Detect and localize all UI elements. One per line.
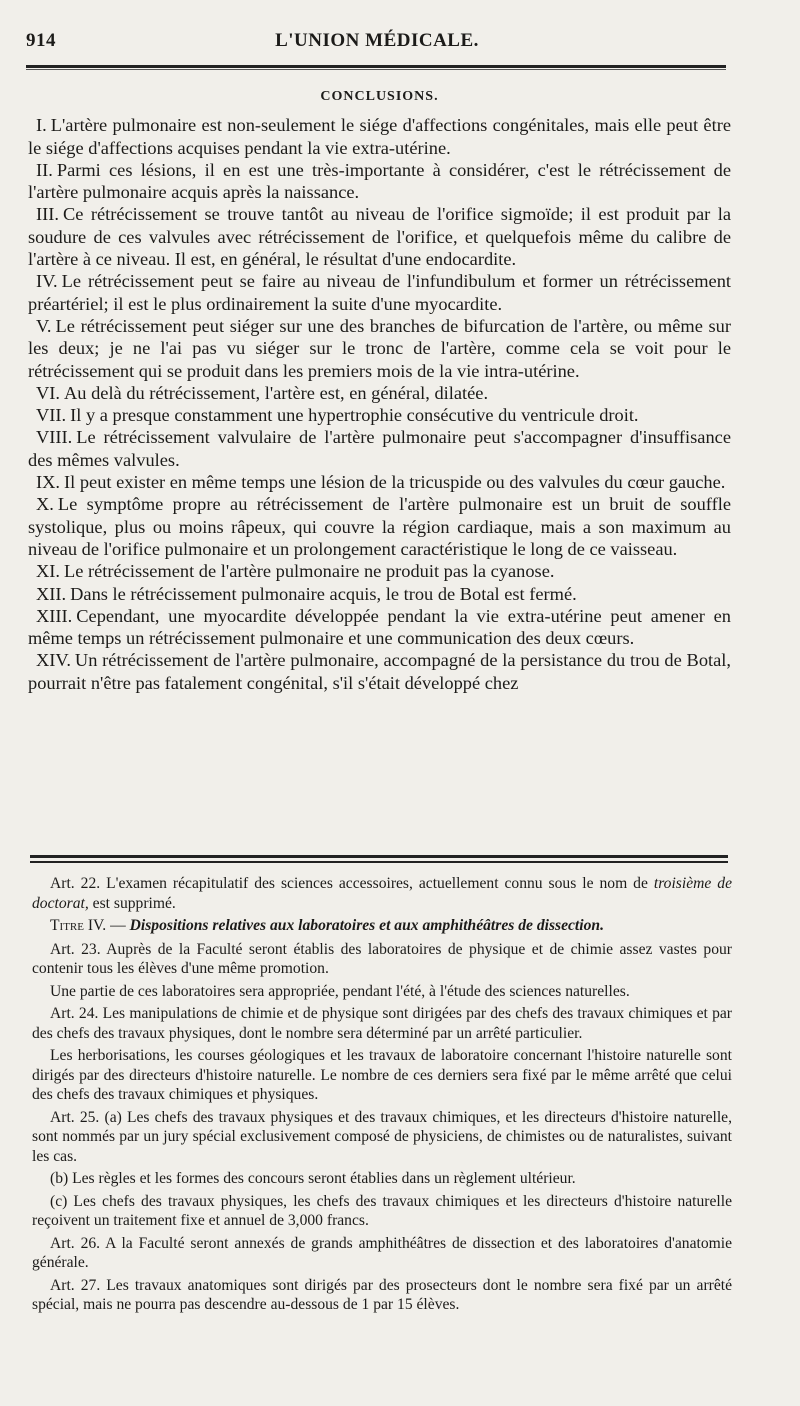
article-text: Les chefs des travaux physiques, les chefs des travaux chimiques et les directeurs d'histoire naturelle reçoivent un traitement fixe et annuel de 3,000 francs. xyxy=(32,1192,732,1229)
conclusion-item xyxy=(28,560,731,582)
conclusion-text: Le rétrécissement peut siéger sur une des branches de bifurcation de l'artère, ou même sur les deux; je ne l'ai pas vu siéger sur le tronc de l'artère, comme cela se voit pour le rétrécissement qui se produit dans les premiers mois de la vie intra-utérine. xyxy=(28,315,731,381)
article-23-paragraph-2 xyxy=(32,982,732,1002)
article-text: Les herborisations, les courses géologiques et les travaux de laboratoire concernant l'histoire naturelle sont dirigés par des directeurs d'histoire naturelle. Le nombre de ces derniers sera fixé par le même arrêté que celui des chefs des travaux chimiques et physiques. xyxy=(32,1047,732,1103)
article-subpoint-mark: (b) xyxy=(50,1170,69,1187)
conclusion-text: Dans le rétrécissement pulmonaire acquis, le trou de Botal est fermé. xyxy=(70,583,577,604)
conclusion-number: XI. xyxy=(36,561,61,582)
running-title: L'UNION MÉDICALE. xyxy=(275,30,479,51)
title-dash: — xyxy=(110,917,126,934)
conclusion-number: XIII. xyxy=(36,605,73,626)
conclusion-item xyxy=(28,114,731,159)
article-italic-term: troisième de doctorat, xyxy=(32,875,732,912)
conclusion-item xyxy=(28,649,731,694)
conclusion-text: Parmi ces lésions, il en est une très-importante à considérer, c'est le rétrécissement de l'artère pulmonaire acquis après la naissance. xyxy=(28,159,731,203)
conclusion-item xyxy=(28,315,731,382)
article-text: Les manipulations de chimie et de physique sont dirigées par des chefs des travaux chimiques et par des chefs des travaux physiques, dont le nombre sera déterminé par un arrêté particulier. xyxy=(32,1005,733,1042)
article-label: Art. 25. xyxy=(50,1108,100,1126)
article-24-paragraph-2 xyxy=(32,1046,732,1105)
article-text: Les travaux anatomiques sont dirigés par des prosecteurs dont le nombre sera fixé par un arrêté spécial, mais ne pourra pas descendre au-dessous de 1 par 15 élèves. xyxy=(32,1276,732,1313)
header-rule-thin xyxy=(26,69,726,70)
conclusion-text: Le rétrécissement de l'artère pulmonaire ne produit pas la cyanose. xyxy=(64,561,555,582)
article-25-c xyxy=(32,1192,732,1231)
conclusion-item xyxy=(28,605,731,650)
conclusion-number: XIV. xyxy=(36,650,71,671)
article-label: Art. 26. xyxy=(50,1234,101,1252)
article-subpoint-mark: (c) xyxy=(50,1192,68,1210)
conclusion-number: III. xyxy=(36,204,59,225)
conclusion-text: Le symptôme propre au rétrécissement de l'artère pulmonaire est un bruit de souffle systolique, plus ou moins râpeux, qui couvre la région cardiaque, mais a son maximum au niveau de l'orifice pulmonaire et un prolongement caractéristique le long de ce vaisseau. xyxy=(28,494,731,559)
conclusion-number: VII. xyxy=(36,405,67,426)
conclusion-number: VIII. xyxy=(36,427,73,448)
article-27 xyxy=(32,1276,732,1315)
page-number: 914 xyxy=(26,30,56,51)
section-separator xyxy=(30,855,728,858)
conclusion-item xyxy=(28,270,731,315)
conclusion-text: Au delà du rétrécissement, l'artère est, en général, dilatée. xyxy=(64,382,489,403)
conclusion-number: VI. xyxy=(36,382,61,403)
conclusion-text: Le rétrécissement valvulaire de l'artère pulmonaire peut s'accompagner d'insuffisance des mêmes valvules. xyxy=(28,427,731,470)
conclusion-item xyxy=(28,471,731,493)
conclusion-number: X. xyxy=(36,494,54,515)
conclusion-item xyxy=(28,426,731,471)
article-25-b xyxy=(32,1169,732,1189)
conclusion-number: XII. xyxy=(36,583,67,604)
article-text: L'examen récapitulatif des sciences accessoires, actuellement connu sous le nom de xyxy=(106,875,648,892)
article-26 xyxy=(32,1234,732,1273)
conclusion-number: IX. xyxy=(36,472,61,493)
title-description: Dispositions relatives aux laboratoires et aux amphithéâtres de dissection. xyxy=(129,917,604,934)
conclusion-number: I. xyxy=(36,115,47,136)
article-text-end: est supprimé. xyxy=(92,894,176,912)
article-label: Art. 24. xyxy=(50,1005,99,1022)
conclusion-text: L'artère pulmonaire est non-seulement le siége d'affections congénitales, mais elle peut être le siége d'affections acquises pendant la vie extra-utérine. xyxy=(28,115,731,158)
conclusion-number: IV. xyxy=(36,271,58,292)
article-label: Art. 23. xyxy=(50,940,101,958)
conclusion-item xyxy=(28,382,731,404)
conclusion-item xyxy=(28,404,731,426)
section-title: CONCLUSIONS. xyxy=(320,89,439,104)
header-rule xyxy=(26,65,726,68)
article-24 xyxy=(32,1004,732,1043)
article-text: Auprès de la Faculté seront établis des laboratoires de physique et de chimie assez vastes pour contenir tous les élèves d'une même promotion. xyxy=(32,940,732,977)
conclusion-number: V. xyxy=(36,315,52,336)
conclusion-text: Ce rétrécissement se trouve tantôt au niveau de l'orifice sigmoïde; il est produit par la soudure de ces valvules avec rétrécissement de l'orifice, et quelquefois même du calibre de l'artère à ce niveau. Il est, en général, le résultat d'une endocardite. xyxy=(28,204,731,270)
conclusions-list xyxy=(28,114,731,694)
section-separator-second xyxy=(30,861,728,863)
decree-articles xyxy=(32,874,732,1318)
conclusion-text: Il peut exister en même temps une lésion de la tricuspide ou des valvules du cœur gauche. xyxy=(64,472,726,493)
article-text: A la Faculté seront annexés de grands amphithéâtres de dissection et des laboratoires d'anatomie générale. xyxy=(32,1234,733,1271)
conclusion-text: Cependant, une myocardite développée pendant la vie extra-utérine peut amener en même temps un rétrécissement pulmonaire et une communication des deux cœurs. xyxy=(28,605,731,649)
article-subpoint-mark: (a) xyxy=(104,1108,122,1126)
title-iv-heading xyxy=(32,916,732,936)
conclusion-number: II. xyxy=(36,159,53,180)
article-23 xyxy=(32,940,732,979)
page-header xyxy=(26,30,728,60)
conclusion-item xyxy=(28,159,731,204)
conclusion-text: Un rétrécissement de l'artère pulmonaire, accompagné de la persistance du trou de Botal, pourrait n'être pas fatalement congénital, s'il s'était développé chez xyxy=(28,650,731,693)
conclusion-text: Le rétrécissement peut se faire au niveau de l'infundibulum et former un rétrécissement préartériel; il est le plus ordinairement la suite d'une myocardite. xyxy=(28,271,731,314)
conclusions-section xyxy=(28,86,731,694)
conclusion-item xyxy=(28,203,731,270)
conclusion-text: Il y a presque constamment une hypertrophie consécutive du ventricule droit. xyxy=(70,405,639,426)
article-22 xyxy=(32,874,732,913)
article-label: Art. 27. xyxy=(50,1276,101,1294)
article-text: Les chefs des travaux physiques et des travaux chimiques, et les directeurs d'histoire naturelle, sont nommés par un jury spécial exclusivement composé de physiciens, de chimistes ou de naturalistes, suivant les cas. xyxy=(32,1108,732,1165)
conclusion-item xyxy=(28,583,731,605)
article-text: Une partie de ces laboratoires sera appropriée, pendant l'été, à l'étude des sciences naturelles. xyxy=(50,982,630,1000)
article-text: Les règles et les formes des concours seront établies dans un règlement ultérieur. xyxy=(72,1170,576,1187)
article-label: Art. 22. xyxy=(50,875,101,892)
article-25 xyxy=(32,1108,732,1167)
title-label: Titre IV. xyxy=(50,917,107,934)
conclusion-item xyxy=(28,493,731,560)
